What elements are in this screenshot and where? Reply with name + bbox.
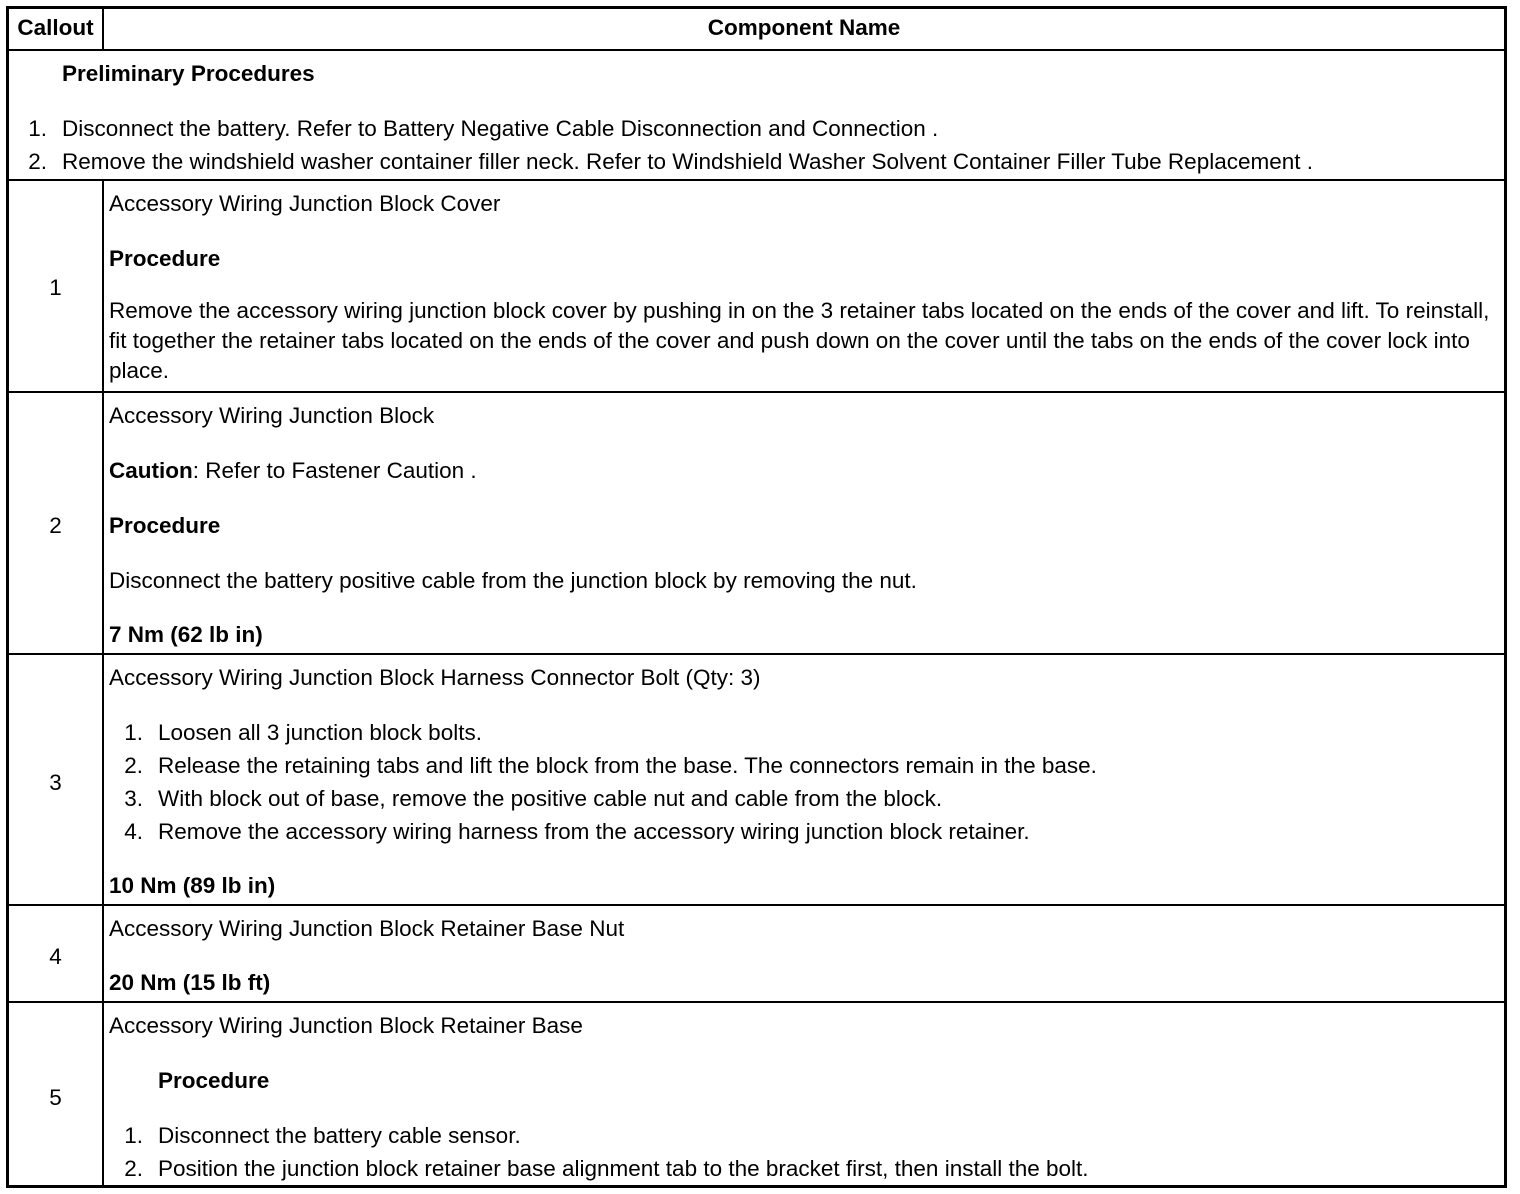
header-divider bbox=[9, 49, 1504, 51]
preliminary-step-text: Disconnect the battery. Refer to Battery Negative Cable Disconnection and Connection . bbox=[62, 116, 939, 141]
step-number: 2. bbox=[124, 753, 143, 778]
step-number: 2. bbox=[124, 1156, 143, 1181]
header-callout: Callout bbox=[17, 15, 94, 40]
row-divider bbox=[9, 653, 1504, 655]
torque-spec: 7 Nm (62 lb in) bbox=[109, 622, 263, 647]
callout-number: 5 bbox=[49, 1085, 62, 1110]
component-name: Accessory Wiring Junction Block bbox=[109, 403, 435, 428]
row-divider bbox=[9, 391, 1504, 393]
component-name: Accessory Wiring Junction Block Harness Connector Bolt (Qty: 3) bbox=[109, 665, 761, 690]
step-text: Disconnect the battery cable sensor. bbox=[158, 1123, 521, 1148]
row-divider bbox=[9, 179, 1504, 181]
callout-number: 2 bbox=[49, 513, 62, 538]
header-component-name: Component Name bbox=[707, 15, 901, 40]
column-divider bbox=[102, 9, 104, 49]
caution-line bbox=[109, 458, 477, 484]
procedure-label: Procedure bbox=[109, 513, 221, 538]
step-text: Release the retaining tabs and lift the block from the base. The connectors remain in the base. bbox=[158, 753, 1097, 778]
preliminary-title: Preliminary Procedures bbox=[62, 61, 315, 86]
column-divider bbox=[102, 179, 104, 1185]
callout-number: 1 bbox=[49, 275, 62, 300]
component-name: Accessory Wiring Junction Block Cover bbox=[109, 191, 501, 216]
torque-spec: 10 Nm (89 lb in) bbox=[109, 873, 276, 898]
preliminary-step-text: Remove the windshield washer container filler neck. Refer to Windshield Washer Solvent Container Filler Tube Replacement . bbox=[62, 149, 1314, 174]
procedure-label: Procedure bbox=[109, 246, 221, 271]
row-divider bbox=[9, 1001, 1504, 1003]
step-text: Position the junction block retainer base alignment tab to the bracket first, then install the bolt. bbox=[158, 1156, 1089, 1181]
step-number: 4. bbox=[124, 819, 143, 844]
row-divider bbox=[9, 904, 1504, 906]
step-text: Loosen all 3 junction block bolts. bbox=[158, 720, 482, 745]
procedure-text: Disconnect the battery positive cable from the junction block by removing the nut. bbox=[109, 568, 917, 593]
callout-number: 3 bbox=[49, 770, 62, 795]
step-text: Remove the accessory wiring harness from the accessory wiring junction block retainer. bbox=[158, 819, 1030, 844]
step-number: 1. bbox=[124, 720, 143, 745]
preliminary-step-number: 2. bbox=[28, 149, 47, 174]
caution-text: : Refer to Fastener Caution . bbox=[192, 458, 477, 483]
torque-spec: 20 Nm (15 lb ft) bbox=[109, 970, 271, 995]
step-text: With block out of base, remove the positive cable nut and cable from the block. bbox=[158, 786, 943, 811]
component-name: Accessory Wiring Junction Block Retainer Base bbox=[109, 1013, 583, 1038]
procedure-table bbox=[6, 6, 1507, 1188]
step-number: 3. bbox=[124, 786, 143, 811]
procedure-text: Remove the accessory wiring junction block cover by pushing in on the 3 retainer tabs located on the ends of the cover and lift. To reinstall, fit together the retainer tabs located on the ends of the cover and push down on the cover until the tabs on the ends of the cover lock into place. bbox=[109, 298, 1490, 383]
preliminary-step-number: 1. bbox=[28, 116, 47, 141]
procedure-label: Procedure bbox=[158, 1068, 270, 1093]
step-number: 1. bbox=[124, 1123, 143, 1148]
caution-label: Caution bbox=[109, 458, 193, 483]
callout-number: 4 bbox=[49, 944, 62, 969]
component-name: Accessory Wiring Junction Block Retainer Base Nut bbox=[109, 916, 625, 941]
